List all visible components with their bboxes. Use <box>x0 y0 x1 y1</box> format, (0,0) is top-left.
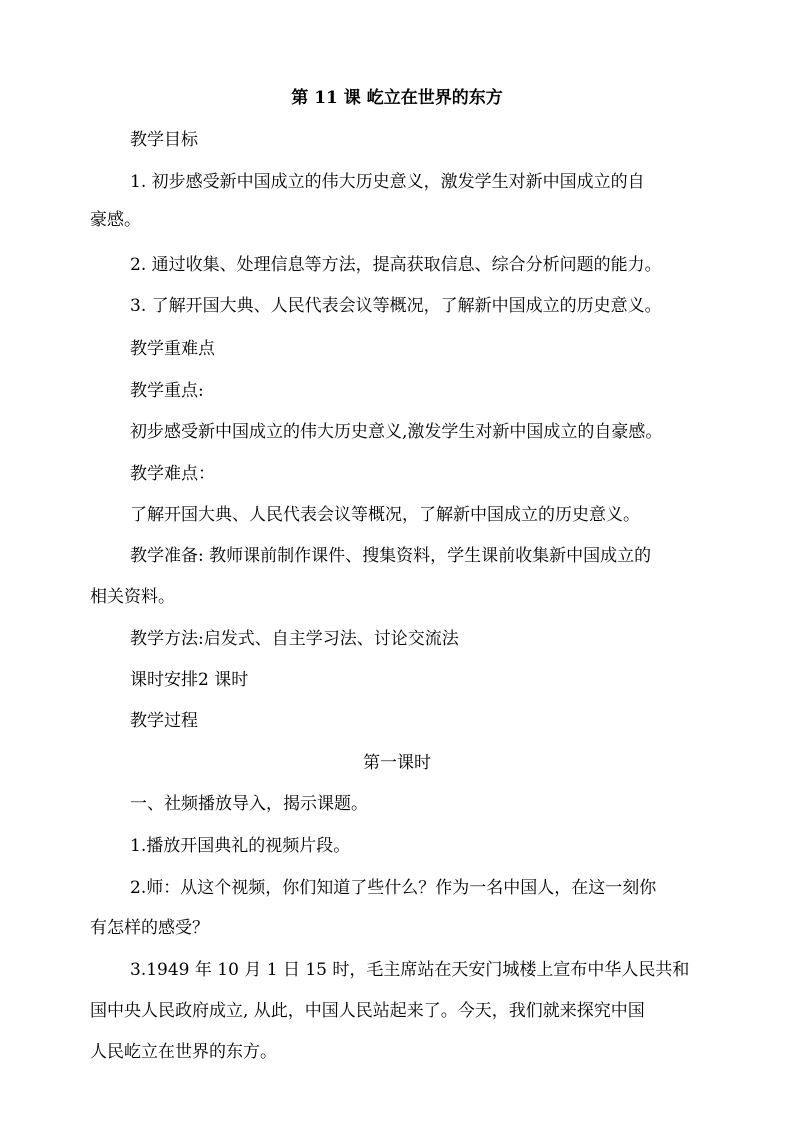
step-1-3-line-2: 国中央人民政府成立, 从此，中国人民站起来了。今天，我们就来探究中国 <box>90 1001 645 1021</box>
objective-3: 3. 了解开国大典、人民代表会议等概况，了解新中国成立的历史意义。 <box>130 296 662 316</box>
step-1-3-line-3: 人民屹立在世界的东方。 <box>90 1042 277 1062</box>
step-1-1: 1.播放开国典礼的视频片段。 <box>130 836 351 856</box>
preparation-line-2: 相关资料。 <box>90 587 175 607</box>
objective-2: 2. 通过收集、处理信息等方法，提高获取信息、综合分析问题的能力。 <box>130 255 662 275</box>
step-1: 一、社频播放导入，揭示课题。 <box>130 794 368 814</box>
step-1-2-line-2: 有怎样的感受？ <box>90 918 209 938</box>
objective-1-line-2: 豪感。 <box>90 210 141 230</box>
lesson-heading: 第一课时 <box>363 753 431 773</box>
preparation-line-1: 教学准备: 教师课前制作课件、搜集资料，学生课前收集新中国成立的 <box>130 546 652 566</box>
key-difficult-heading: 教学重难点 <box>130 339 215 359</box>
objectives-heading: 教学目标 <box>130 130 198 150</box>
class-schedule: 课时安排2 课时 <box>130 670 249 690</box>
lesson-title: 第 11 课 屹立在世界的东方 <box>291 88 503 108</box>
difficult-points-label: 教学难点： <box>130 464 215 484</box>
step-1-3-line-1: 3.1949 年 10 月 1 日 15 时，毛主席站在天安门城楼上宣布中华人民共和 <box>130 960 690 980</box>
objective-1-line-1: 1. 初步感受新中国成立的伟大历史意义，激发学生对新中国成立的自 <box>130 172 645 192</box>
key-points-text: 初步感受新中国成立的伟大历史意义,激发学生对新中国成立的自豪感。 <box>130 422 663 442</box>
key-points-label: 教学重点: <box>130 381 204 401</box>
step-1-2-line-1: 2.师：从这个视频，你们知道了些什么？作为一名中国人，在这一刻你 <box>130 878 657 898</box>
process-heading: 教学过程 <box>130 711 198 731</box>
difficult-points-text: 了解开国大典、人民代表会议等概况，了解新中国成立的历史意义。 <box>130 505 640 525</box>
teaching-methods: 教学方法:启发式、自主学习法、讨论交流法 <box>130 629 459 649</box>
